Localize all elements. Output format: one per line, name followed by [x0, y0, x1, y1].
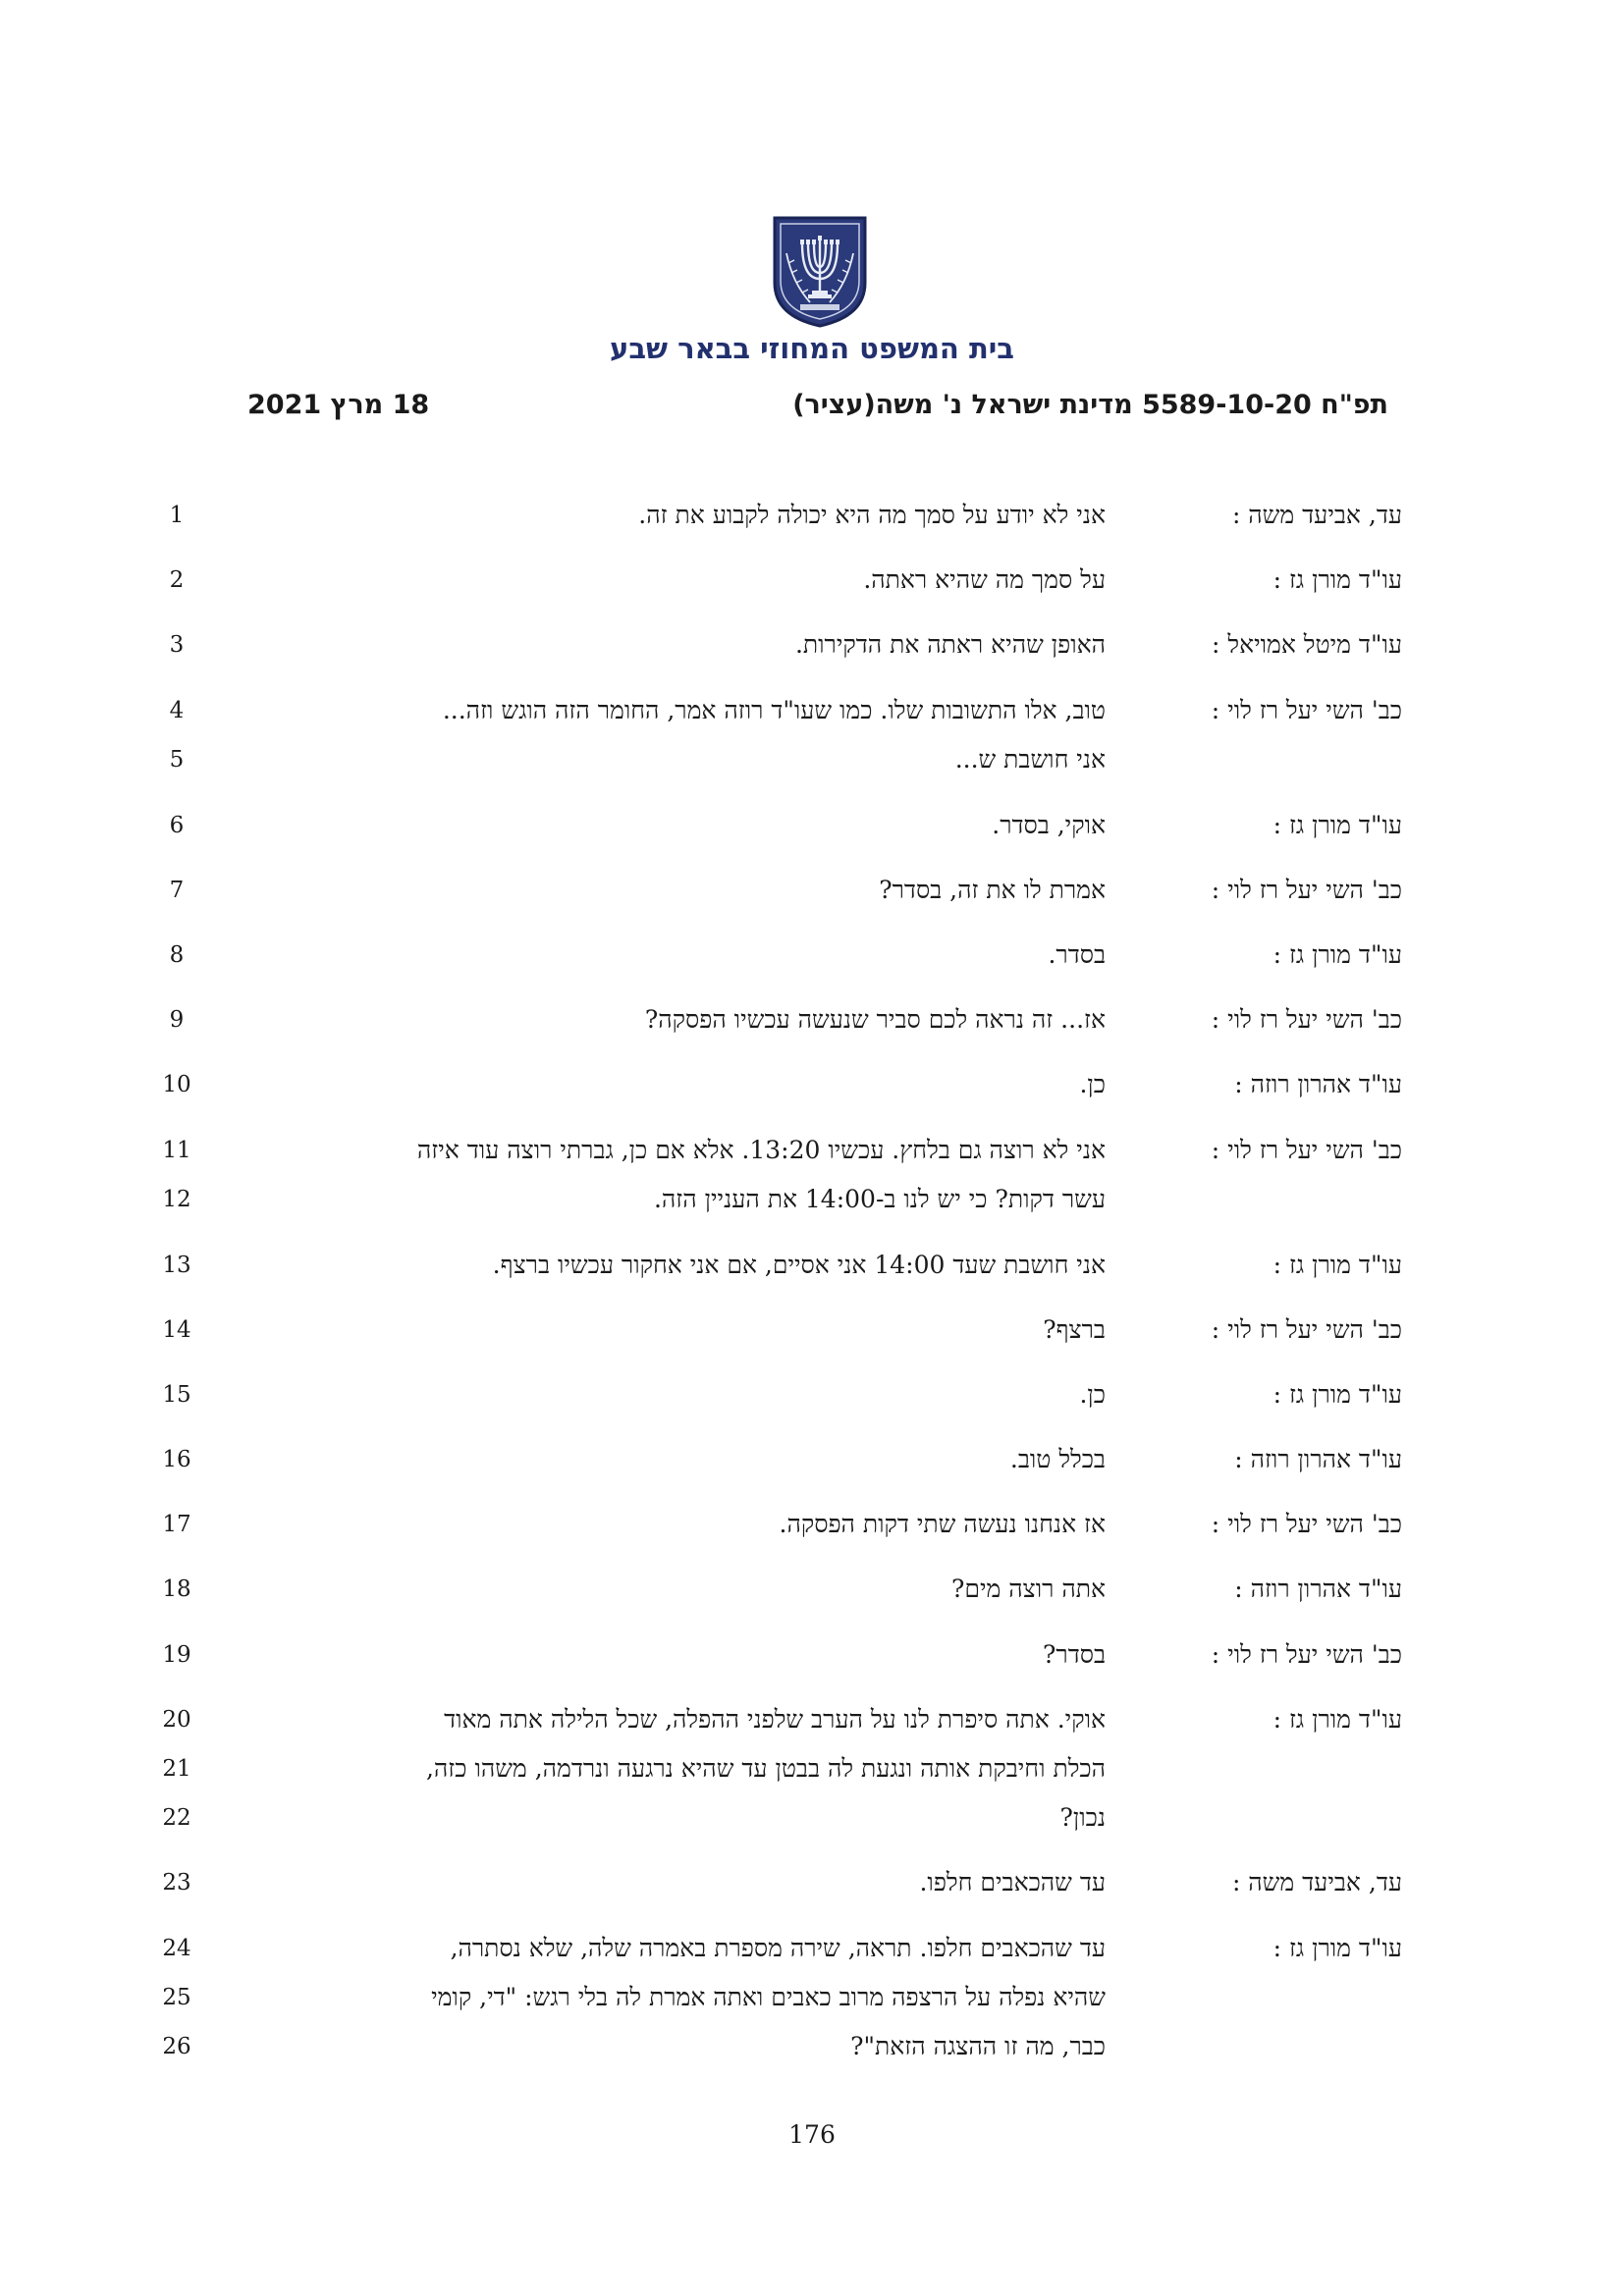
transcript-line: [0, 1929, 1624, 1968]
case-title: תפ"ח 5589-10-20 מדינת ישראל נ' משה(עציר): [792, 390, 1388, 420]
transcript-line: [0, 496, 1624, 535]
line-text: האופן שהיא ראתה את הדקירות.: [794, 630, 1106, 659]
speaker-label: עו"ד מורן גז :: [1272, 811, 1402, 839]
state-emblem-icon: [771, 214, 869, 330]
line-number: 6: [169, 813, 185, 838]
line-number: 25: [162, 1985, 191, 2010]
line-text: ברצף?: [1043, 1315, 1106, 1344]
speaker-label: עו"ד אהרון רוזה :: [1234, 1575, 1402, 1603]
transcript-line: [0, 1863, 1624, 1902]
speaker-label: כב' השי יעל רז לוי :: [1211, 696, 1402, 724]
transcript-line: [0, 1375, 1624, 1415]
line-number: 7: [169, 878, 185, 903]
line-text: עד שהכאבים חלפו.: [919, 1868, 1106, 1896]
line-text: שהיא נפלה על הרצפה מרוב כאבים ואתה אמרת לה בלי רגש: "די, קומי: [431, 1983, 1106, 2011]
speaker-label: עו"ד אהרון רוזה :: [1234, 1070, 1402, 1098]
line-number: 10: [162, 1072, 191, 1097]
speaker-label: עו"ד מורן גז :: [1272, 1251, 1402, 1279]
line-number: 21: [162, 1756, 191, 1782]
line-text: בסדר.: [1048, 940, 1106, 969]
line-text: אוקי. אתה סיפרת לנו על הערב שלפני ההפלה, שכל הלילה אתה מאוד: [444, 1705, 1106, 1734]
line-number: 24: [162, 1936, 191, 1961]
line-number: 26: [162, 2034, 191, 2059]
line-number: 13: [162, 1253, 191, 1278]
speaker-label: עו"ד מיטל אמויאל :: [1212, 630, 1402, 659]
line-text: אתה רוצה מים?: [950, 1575, 1106, 1603]
case-date: 18 מרץ 2021: [247, 390, 430, 420]
transcript-line: [0, 1700, 1624, 1739]
line-number: 2: [169, 567, 185, 593]
line-text: בכלל טוב.: [1009, 1445, 1106, 1473]
speaker-label: עו"ד מורן גז :: [1272, 1934, 1402, 1962]
speaker-label: עו"ד מורן גז :: [1272, 940, 1402, 969]
speaker-label: עד, אביעד משה :: [1231, 1868, 1402, 1896]
transcript-line: [0, 1570, 1624, 1609]
line-number: 11: [162, 1138, 191, 1163]
speaker-label: עו"ד אהרון רוזה :: [1234, 1445, 1402, 1473]
speaker-label: עו"ד מורן גז :: [1272, 1705, 1402, 1734]
line-text: נכון?: [1059, 1803, 1106, 1832]
line-text: כן.: [1079, 1380, 1106, 1409]
transcript-line: [0, 1635, 1624, 1675]
line-text: עד שהכאבים חלפו. תראה, שירה מספרת באמרה שלה, שלא נסתרה,: [450, 1934, 1106, 1962]
line-number: 22: [162, 1805, 191, 1831]
line-text: אני לא יודע על סמך מה היא יכולה לקבוע את זה.: [638, 501, 1106, 529]
transcript-line: [0, 561, 1624, 600]
transcript-line: [0, 1440, 1624, 1479]
speaker-label: עו"ד מורן גז :: [1272, 565, 1402, 594]
transcript-line: [0, 691, 1624, 730]
line-text: עשר דקות? כי יש לנו ב-14:00 את העניין הזה.: [653, 1185, 1106, 1213]
line-number: 20: [162, 1707, 191, 1733]
court-name: בית המשפט המחוזי בבאר שבע: [610, 332, 1014, 365]
transcript-line: [0, 1000, 1624, 1040]
line-number: 9: [169, 1007, 185, 1033]
transcript-line: [0, 1065, 1624, 1104]
line-number: 5: [169, 747, 185, 773]
transcript-line: [0, 2027, 1624, 2066]
line-number: 4: [169, 698, 185, 723]
line-text: בסדר?: [1043, 1640, 1106, 1669]
line-text: אני חושבת ש...: [954, 745, 1106, 774]
transcript-line: [0, 1180, 1624, 1219]
line-number: 3: [169, 632, 185, 658]
line-text: אני לא רוצה גם בלחץ. עכשיו 13:20. אלא אם כן, גברתי רוצה עוד איזה: [416, 1136, 1106, 1164]
speaker-label: כב' השי יעל רז לוי :: [1211, 1315, 1402, 1344]
transcript-line: [0, 1749, 1624, 1789]
transcript-line: [0, 871, 1624, 910]
speaker-label: כב' השי יעל רז לוי :: [1211, 1510, 1402, 1538]
line-text: אמרת לו את זה, בסדר?: [879, 876, 1106, 904]
line-number: 12: [162, 1187, 191, 1212]
transcript-line: [0, 806, 1624, 845]
transcript-line: [0, 1505, 1624, 1544]
line-text: אז אנחנו נעשה שתי דקות הפסקה.: [779, 1510, 1106, 1538]
line-text: על סמך מה שהיא ראתה.: [863, 565, 1106, 594]
transcript-line: [0, 740, 1624, 779]
page-number: 176: [788, 2120, 836, 2149]
transcript-line: [0, 1978, 1624, 2017]
line-text: אז... זה נראה לכם סביר שנעשה עכשיו הפסקה?: [644, 1005, 1106, 1034]
speaker-label: כב' השי יעל רז לוי :: [1211, 876, 1402, 904]
transcript-line: [0, 1246, 1624, 1285]
line-text: כן.: [1079, 1070, 1106, 1098]
transcript-line: [0, 1798, 1624, 1838]
speaker-label: עד, אביעד משה :: [1231, 501, 1402, 529]
line-number: 16: [162, 1447, 191, 1472]
transcript-line: [0, 1131, 1624, 1170]
speaker-label: עו"ד מורן גז :: [1272, 1380, 1402, 1409]
line-text: טוב, אלו התשובות שלו. כמו שעו"ד רוזה אמר, החומר הזה הוגש וזה...: [442, 696, 1106, 724]
speaker-label: כב' השי יעל רז לוי :: [1211, 1005, 1402, 1034]
line-number: 18: [162, 1576, 191, 1602]
line-number: 23: [162, 1870, 191, 1896]
transcript-line: [0, 1310, 1624, 1350]
speaker-label: כב' השי יעל רז לוי :: [1211, 1136, 1402, 1164]
line-text: כבר, מה זו ההצגה הזאת"?: [850, 2032, 1106, 2060]
line-number: 19: [162, 1642, 191, 1668]
line-number: 14: [162, 1317, 191, 1343]
line-text: אוקי, בסדר.: [992, 811, 1106, 839]
line-number: 17: [162, 1512, 191, 1537]
transcript-line: [0, 625, 1624, 665]
speaker-label: כב' השי יעל רז לוי :: [1211, 1640, 1402, 1669]
line-number: 1: [169, 503, 185, 528]
line-number: 15: [162, 1382, 191, 1408]
line-text: אני חושבת שעד 14:00 אני אסיים, אם אני אחקור עכשיו ברצף.: [492, 1251, 1106, 1279]
transcript-line: [0, 935, 1624, 975]
line-text: הכלת וחיבקת אותה ונגעת לה בבטן עד שהיא נרגעה ונרדמה, משהו כזה,: [425, 1754, 1106, 1783]
line-number: 8: [169, 942, 185, 968]
